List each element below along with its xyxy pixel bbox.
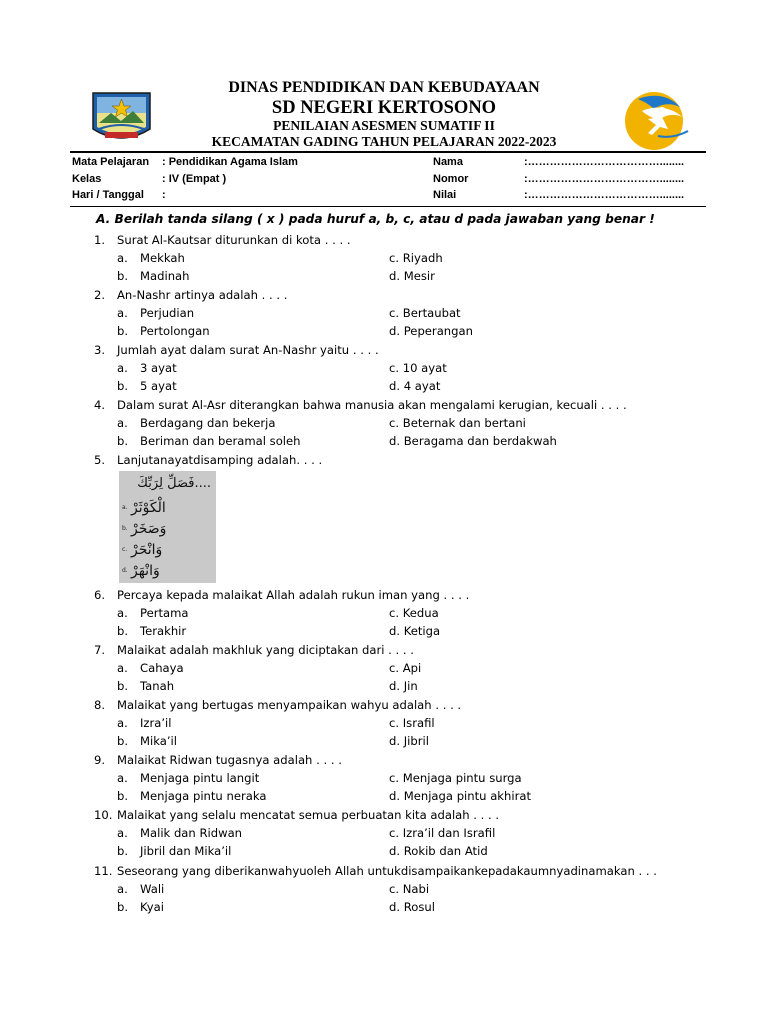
question-number: 11. — [94, 864, 113, 878]
option-c[interactable]: c. Beternak dan bertani — [389, 416, 526, 430]
question-text: Dalam surat Al-Asr diterangkan bahwa manusia akan mengalami kerugian, kecuali . . . . — [117, 398, 627, 412]
option-letter: b. — [117, 269, 129, 283]
option-c[interactable]: c. 10 ayat — [389, 361, 447, 375]
option-letter: a. — [117, 606, 128, 620]
option-text: Malik dan Ridwan — [140, 826, 243, 840]
class-value: : IV (Empat ) — [162, 172, 227, 185]
name-field[interactable]: :………………………………........ — [524, 156, 685, 168]
question-number: 1. — [94, 233, 106, 247]
arabic-option-a: الْكَوْثَرْ — [131, 500, 166, 516]
header-department: DINAS PENDIDIKAN DAN KEBUDAYAAN — [228, 79, 540, 96]
option-d[interactable]: d. Peperangan — [389, 324, 473, 338]
option-b[interactable] — [117, 734, 177, 748]
option-letter: b. — [117, 434, 129, 448]
question-text: Percaya kepada malaikat Allah adalah rukun iman yang . . . . — [117, 588, 470, 602]
option-letter: b. — [117, 734, 129, 748]
option-d[interactable]: d. Rokib dan Atid — [389, 844, 488, 858]
question-text: Jumlah ayat dalam surat An-Nashr yaitu . . . . — [117, 343, 379, 357]
question-number: 6. — [94, 588, 106, 602]
option-b[interactable] — [117, 624, 187, 638]
question-text: Seseorang yang diberikanwahyuoleh Allah untukdisampaikankepadakaumnyadinamakan . . . — [117, 864, 657, 878]
option-text: 3 ayat — [140, 361, 177, 375]
option-b[interactable] — [117, 900, 164, 914]
number-field[interactable]: :………………………………........ — [524, 172, 685, 185]
option-text: Wali — [140, 882, 165, 896]
option-letter: a. — [117, 771, 128, 785]
option-letter: b. — [117, 679, 129, 693]
option-b[interactable] — [117, 269, 190, 283]
name-label: Nama — [433, 156, 463, 168]
option-text: Madinah — [140, 269, 190, 283]
arabic-label-c: c. — [122, 546, 128, 553]
option-c[interactable]: c. Israfil — [389, 716, 435, 730]
option-b[interactable] — [117, 324, 210, 338]
header-divider — [70, 151, 706, 153]
question-text: Lanjutanayatdisamping adalah. . . . — [117, 453, 323, 467]
option-letter: a. — [117, 416, 128, 430]
option-text: 5 ayat — [140, 379, 177, 393]
assessment-title: PENILAIAN ASESMEN SUMATIF II — [273, 118, 495, 133]
question-number: 5. — [94, 453, 106, 467]
school-name: SD NEGERI KERTOSONO — [271, 98, 497, 118]
score-field[interactable]: :………………………………........ — [524, 189, 685, 201]
option-d[interactable]: d. Beragama dan berdakwah — [389, 434, 557, 448]
option-text: Izra’il — [140, 716, 172, 730]
option-text: Beriman dan beramal soleh — [140, 434, 301, 448]
info-row-subject — [72, 156, 706, 173]
option-d[interactable]: d. Jin — [389, 679, 418, 693]
option-c[interactable]: c. Api — [389, 661, 422, 675]
option-text: Terakhir — [140, 624, 187, 638]
subject-label: Mata Pelajaran — [72, 156, 150, 168]
info-divider — [70, 206, 706, 207]
option-d[interactable]: d. Mesir — [389, 269, 435, 283]
option-letter: a. — [117, 251, 128, 265]
option-letter: b. — [117, 789, 129, 803]
option-a[interactable] — [117, 306, 195, 320]
option-letter: b. — [117, 624, 129, 638]
question-number: 3. — [94, 343, 106, 357]
document-header — [0, 0, 768, 150]
option-d[interactable]: d. Menjaga pintu akhirat — [389, 789, 532, 803]
section-a-instruction: A. Berilah tanda silang ( x ) pada huruf a, b, c, atau d pada jawaban yang benar ! — [96, 212, 655, 226]
option-letter: a. — [117, 661, 128, 675]
option-text: Menjaga pintu langit — [140, 771, 260, 785]
number-label: Nomor — [433, 172, 469, 185]
option-text: Pertama — [140, 606, 189, 620]
question-number: 8. — [94, 698, 106, 712]
option-b[interactable] — [117, 789, 267, 803]
kurikulum-2013-logo-icon — [618, 89, 695, 151]
option-letter: b. — [117, 324, 129, 338]
option-a[interactable] — [117, 716, 172, 730]
option-a[interactable] — [117, 826, 243, 840]
option-text: Perjudian — [140, 306, 195, 320]
option-letter: b. — [117, 900, 129, 914]
district-year: KECAMATAN GADING TAHUN PELAJARAN 2022-2023 — [211, 134, 557, 149]
question-number: 2. — [94, 288, 106, 302]
question-text: Malaikat yang bertugas menyampaikan wahyu adalah . . . . — [117, 698, 462, 712]
question-text: An-Nashr artinya adalah . . . . — [117, 288, 288, 302]
score-label: Nilai — [433, 189, 457, 201]
option-a[interactable] — [117, 251, 185, 265]
option-text: Cahaya — [140, 661, 184, 675]
option-c[interactable]: c. Kedua — [389, 606, 439, 620]
option-a[interactable] — [117, 771, 260, 785]
date-value: : — [162, 189, 166, 201]
option-letter: b. — [117, 379, 129, 393]
arabic-label-a: a. — [122, 504, 128, 511]
option-letter: a. — [117, 716, 128, 730]
question-number: 9. — [94, 753, 106, 767]
option-b[interactable] — [117, 844, 232, 858]
option-text: Pertolongan — [140, 324, 210, 338]
option-a[interactable] — [117, 661, 184, 675]
option-a[interactable] — [117, 882, 165, 896]
info-row-date — [72, 189, 706, 206]
option-letter: a. — [117, 361, 128, 375]
option-b[interactable] — [117, 434, 301, 448]
option-a[interactable] — [117, 606, 189, 620]
option-a[interactable] — [117, 416, 276, 430]
option-c[interactable]: c. Bertaubat — [389, 306, 461, 320]
option-c[interactable]: c. Menjaga pintu surga — [389, 771, 522, 785]
arabic-option-b: وَصَخَرْ — [131, 521, 167, 537]
option-d[interactable]: d. Jibril — [389, 734, 429, 748]
option-c[interactable]: c. Izra’il dan Israfil — [389, 826, 496, 840]
arabic-option-c: وَانْحَرْ — [131, 542, 163, 558]
option-letter: a. — [117, 882, 128, 896]
arabic-option-d: وَانْهَرْ — [131, 563, 160, 579]
class-label: Kelas — [72, 172, 102, 185]
question-number: 10. — [94, 808, 113, 822]
arabic-stem: فَصَلِّ لِرَبِّكَ.... — [137, 476, 211, 491]
option-text: Jibril dan Mika’il — [140, 844, 232, 858]
question-text: Malaikat yang selalu mencatat semua perbuatan kita adalah . . . . — [117, 808, 500, 822]
option-d[interactable]: d. Ketiga — [389, 624, 441, 638]
question-text: Surat Al-Kautsar diturunkan di kota . . . . — [117, 233, 351, 247]
info-row-class — [72, 173, 706, 190]
option-a[interactable] — [117, 361, 177, 375]
option-text: Menjaga pintu neraka — [140, 789, 267, 803]
option-b[interactable] — [117, 379, 177, 393]
subject-value: : Pendidikan Agama Islam — [162, 156, 298, 168]
option-letter: a. — [117, 306, 128, 320]
arabic-verse-image — [119, 471, 216, 583]
question-number: 4. — [94, 398, 106, 412]
option-d[interactable]: d. 4 ayat — [389, 379, 441, 393]
question-text: Malaikat Ridwan tugasnya adalah . . . . — [117, 753, 342, 767]
option-letter: a. — [117, 826, 128, 840]
question-number: 7. — [94, 643, 106, 657]
option-letter: b. — [117, 844, 129, 858]
option-text: Tanah — [140, 679, 175, 693]
arabic-label-d: d. — [122, 567, 128, 574]
date-label: Hari / Tanggal — [72, 189, 144, 201]
question-text: Malaikat adalah makhluk yang diciptakan dari . . . . — [117, 643, 414, 657]
arabic-label-b: b. — [122, 525, 128, 532]
option-d[interactable]: d. Rosul — [389, 900, 435, 914]
option-b[interactable] — [117, 679, 175, 693]
option-text: Kyai — [140, 900, 164, 914]
option-text: Berdagang dan bekerja — [140, 416, 276, 430]
option-text: Mekkah — [140, 251, 185, 265]
option-c[interactable]: c. Nabi — [389, 882, 430, 896]
option-text: Mika’il — [140, 734, 177, 748]
student-info-block — [72, 156, 706, 206]
option-c[interactable]: c. Riyadh — [389, 251, 443, 265]
